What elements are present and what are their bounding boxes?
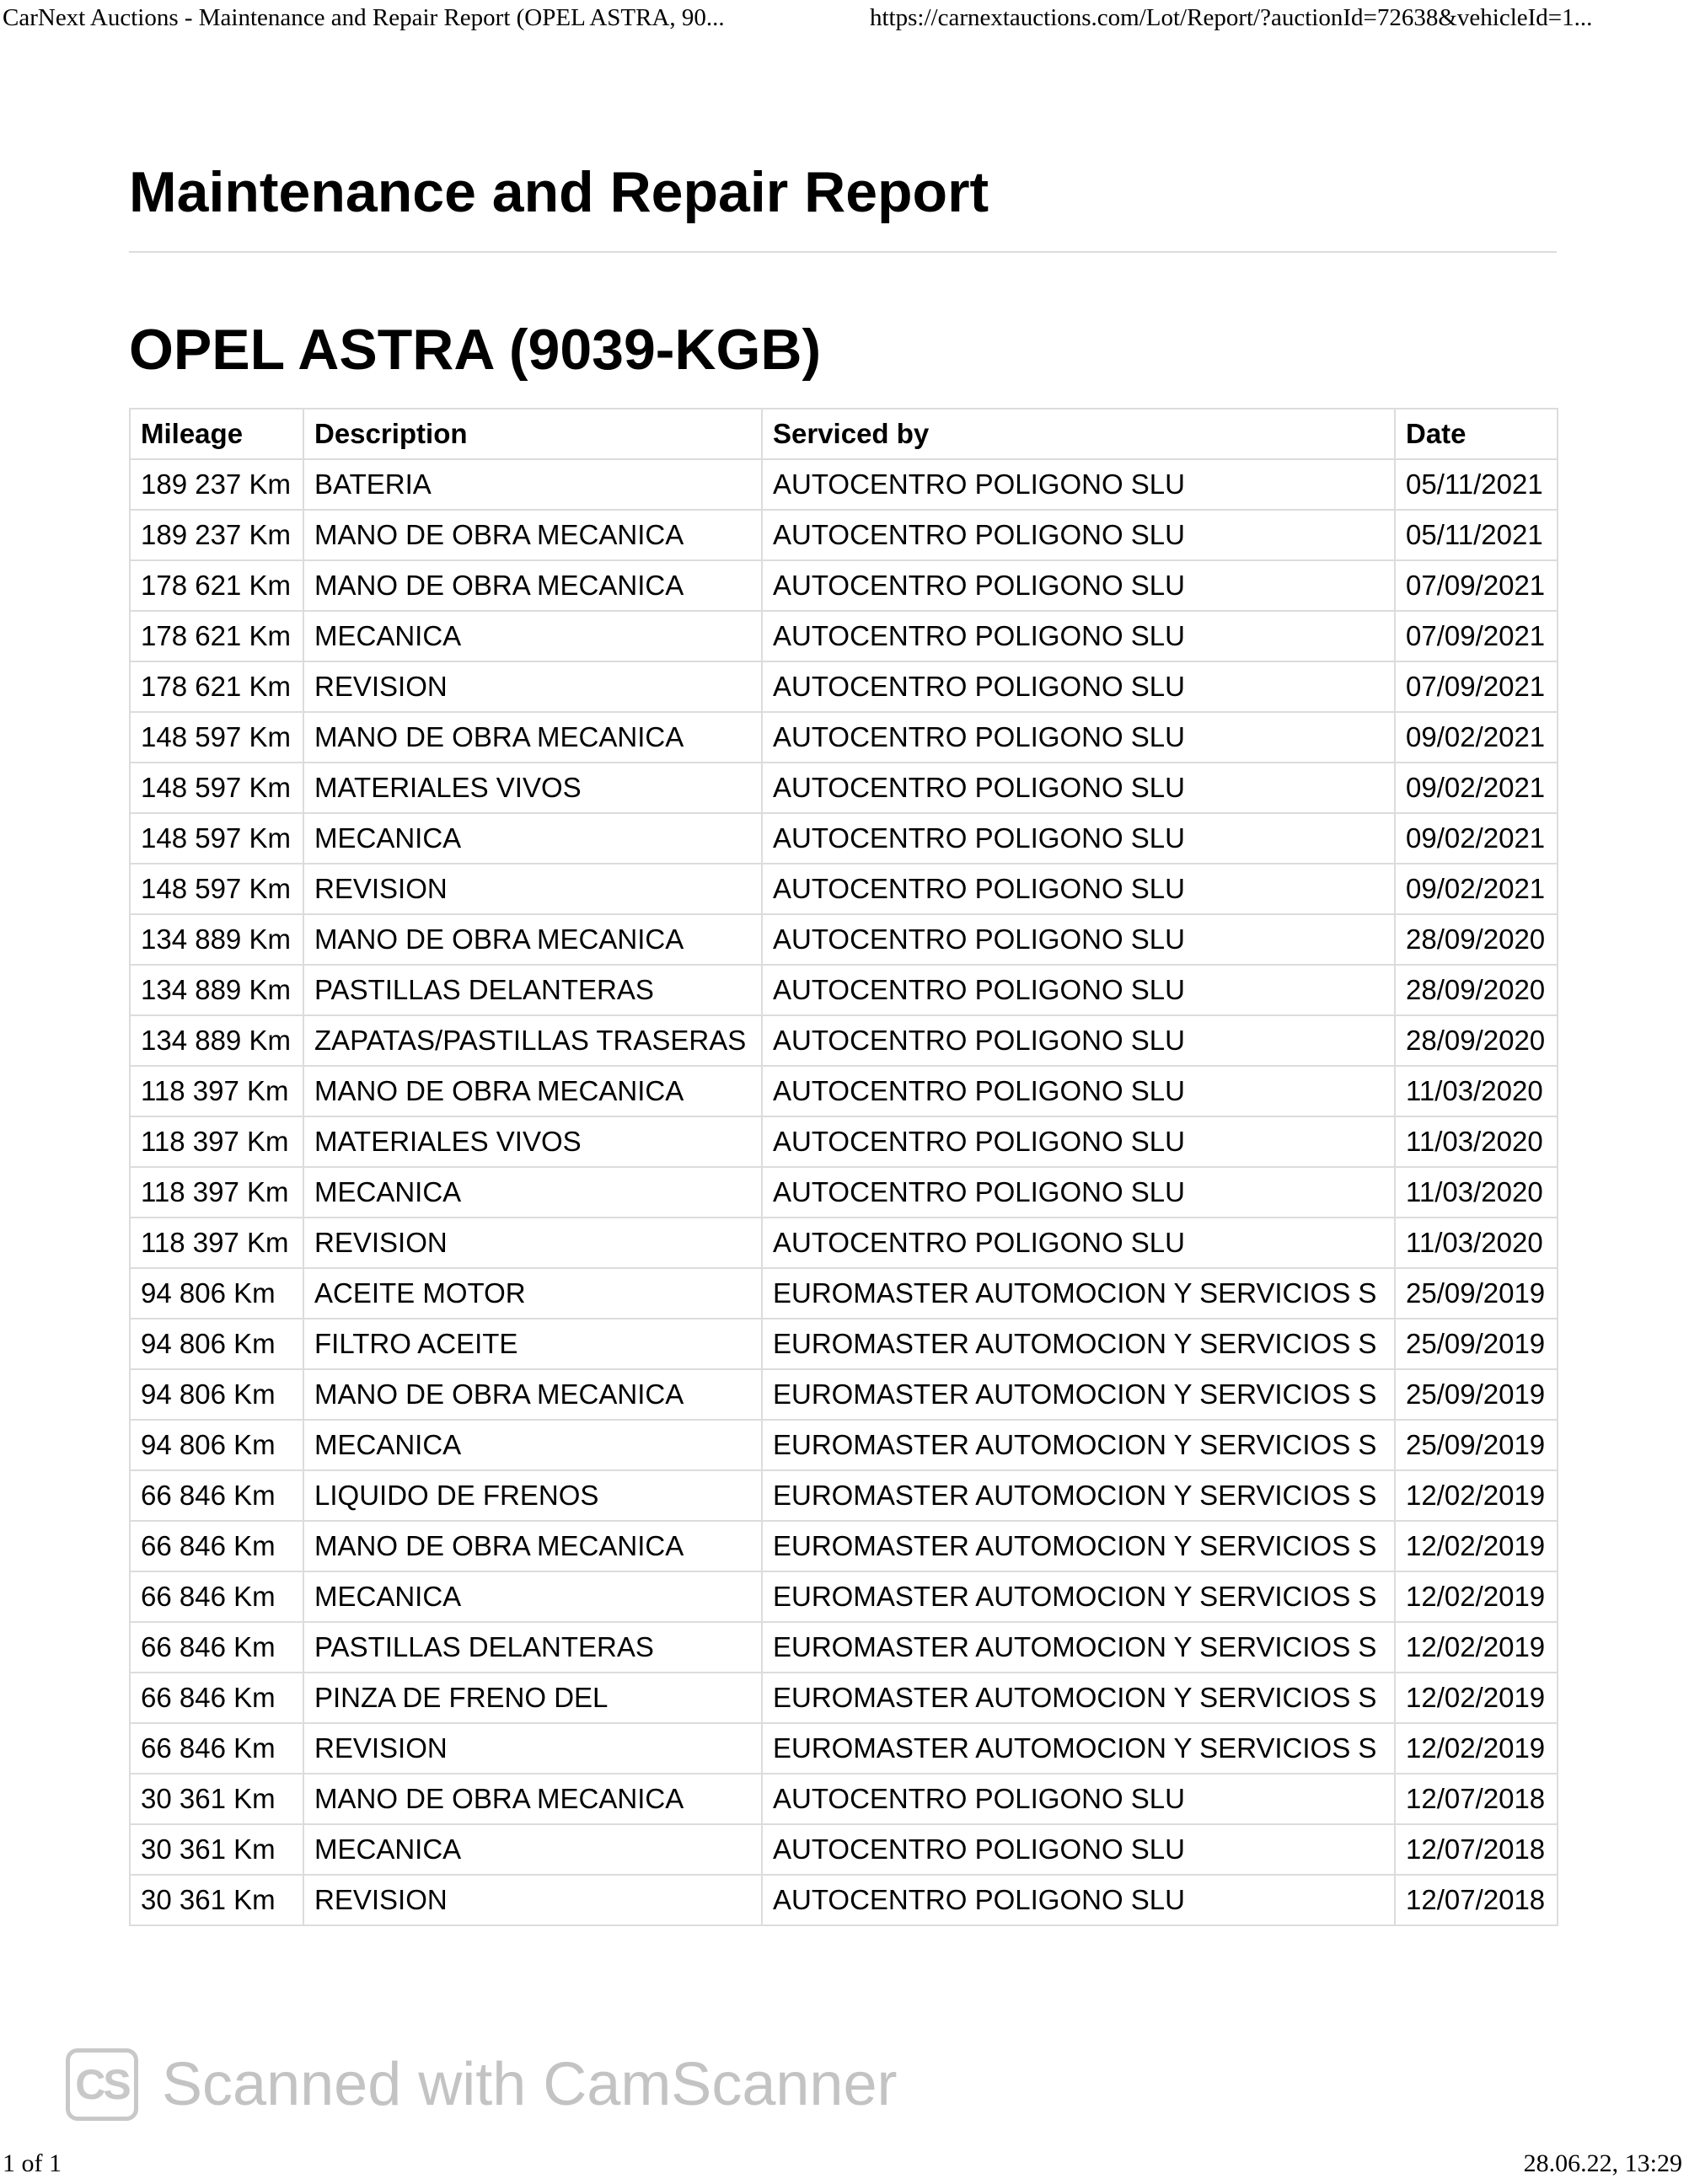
mileage-cell: 30 361 Km [130,1774,303,1824]
date-cell: 25/09/2019 [1395,1420,1558,1470]
mileage-cell: 66 846 Km [130,1723,303,1774]
serviced-by-cell: EUROMASTER AUTOMOCION Y SERVICIOS S [762,1268,1395,1319]
mileage-cell: 178 621 Km [130,661,303,712]
header-mileage: Mileage [130,409,303,459]
mileage-cell: 148 597 Km [130,813,303,864]
date-cell: 09/02/2021 [1395,712,1558,763]
date-cell: 12/07/2018 [1395,1774,1558,1824]
table-row [130,1420,1558,1470]
table-row [130,1268,1558,1319]
description-cell: ACEITE MOTOR [303,1268,762,1319]
date-cell: 11/03/2020 [1395,1066,1558,1116]
date-cell: 05/11/2021 [1395,510,1558,560]
table-row [130,1369,1558,1420]
table-row [130,1875,1558,1925]
description-cell: REVISION [303,661,762,712]
mileage-cell: 94 806 Km [130,1420,303,1470]
date-cell: 25/09/2019 [1395,1369,1558,1420]
mileage-cell: 118 397 Km [130,1066,303,1116]
mileage-cell: 189 237 Km [130,510,303,560]
mileage-cell: 178 621 Km [130,560,303,611]
print-footer [0,2147,1689,2184]
date-cell: 25/09/2019 [1395,1268,1558,1319]
serviced-by-cell: EUROMASTER AUTOMOCION Y SERVICIOS S [762,1673,1395,1723]
table-row [130,1521,1558,1571]
description-cell: REVISION [303,1218,762,1268]
serviced-by-cell: AUTOCENTRO POLIGONO SLU [762,1774,1395,1824]
serviced-by-cell: AUTOCENTRO POLIGONO SLU [762,712,1395,763]
description-cell: BATERIA [303,459,762,510]
table-row [130,611,1558,661]
table-row [130,864,1558,914]
date-cell: 12/07/2018 [1395,1824,1558,1875]
description-cell: PINZA DE FRENO DEL [303,1673,762,1723]
description-cell: MATERIALES VIVOS [303,1116,762,1167]
header-description: Description [303,409,762,459]
table-row [130,1218,1558,1268]
date-cell: 11/03/2020 [1395,1218,1558,1268]
description-cell: MANO DE OBRA MECANICA [303,1066,762,1116]
table-row [130,1066,1558,1116]
table-row [130,813,1558,864]
serviced-by-cell: EUROMASTER AUTOMOCION Y SERVICIOS S [762,1420,1395,1470]
date-cell: 07/09/2021 [1395,661,1558,712]
mileage-cell: 118 397 Km [130,1167,303,1218]
description-cell: MANO DE OBRA MECANICA [303,712,762,763]
serviced-by-cell: AUTOCENTRO POLIGONO SLU [762,1116,1395,1167]
mileage-cell: 118 397 Km [130,1116,303,1167]
date-cell: 11/03/2020 [1395,1116,1558,1167]
table-row [130,1571,1558,1622]
serviced-by-cell: EUROMASTER AUTOMOCION Y SERVICIOS S [762,1521,1395,1571]
mileage-cell: 134 889 Km [130,1015,303,1066]
serviced-by-cell: AUTOCENTRO POLIGONO SLU [762,813,1395,864]
date-cell: 25/09/2019 [1395,1319,1558,1369]
maintenance-table [129,408,1558,1926]
serviced-by-cell: AUTOCENTRO POLIGONO SLU [762,1824,1395,1875]
description-cell: MANO DE OBRA MECANICA [303,1521,762,1571]
mileage-cell: 30 361 Km [130,1875,303,1925]
date-cell: 07/09/2021 [1395,611,1558,661]
serviced-by-cell: AUTOCENTRO POLIGONO SLU [762,763,1395,813]
header-date: Date [1395,409,1558,459]
date-cell: 12/02/2019 [1395,1470,1558,1521]
description-cell: MECANICA [303,1571,762,1622]
mileage-cell: 30 361 Km [130,1824,303,1875]
description-cell: MATERIALES VIVOS [303,763,762,813]
description-cell: LIQUIDO DE FRENOS [303,1470,762,1521]
table-row [130,1673,1558,1723]
description-cell: MANO DE OBRA MECANICA [303,1774,762,1824]
watermark-text: Scanned with CamScanner [162,2051,898,2118]
description-cell: REVISION [303,1723,762,1774]
table-row [130,560,1558,611]
date-cell: 12/02/2019 [1395,1622,1558,1673]
date-cell: 07/09/2021 [1395,560,1558,611]
description-cell: PASTILLAS DELANTERAS [303,965,762,1015]
date-cell: 28/09/2020 [1395,965,1558,1015]
date-cell: 05/11/2021 [1395,459,1558,510]
mileage-cell: 148 597 Km [130,763,303,813]
description-cell: MANO DE OBRA MECANICA [303,914,762,965]
serviced-by-cell: AUTOCENTRO POLIGONO SLU [762,1167,1395,1218]
mileage-cell: 94 806 Km [130,1319,303,1369]
table-row [130,1723,1558,1774]
description-cell: REVISION [303,864,762,914]
table-header-row [130,409,1558,459]
table-row [130,763,1558,813]
table-row [130,1824,1558,1875]
print-datetime: 28.06.22, 13:29 [1523,2149,1682,2177]
table-row [130,1470,1558,1521]
description-cell: MECANICA [303,813,762,864]
serviced-by-cell: EUROMASTER AUTOMOCION Y SERVICIOS S [762,1369,1395,1420]
description-cell: PASTILLAS DELANTERAS [303,1622,762,1673]
date-cell: 11/03/2020 [1395,1167,1558,1218]
mileage-cell: 66 846 Km [130,1622,303,1673]
mileage-cell: 66 846 Km [130,1571,303,1622]
description-cell: MANO DE OBRA MECANICA [303,560,762,611]
table-row [130,510,1558,560]
description-cell: MECANICA [303,1420,762,1470]
title-divider [129,251,1557,253]
mileage-cell: 118 397 Km [130,1218,303,1268]
date-cell: 09/02/2021 [1395,813,1558,864]
mileage-cell: 94 806 Km [130,1268,303,1319]
date-cell: 12/02/2019 [1395,1571,1558,1622]
table-row [130,1015,1558,1066]
description-cell: MANO DE OBRA MECANICA [303,1369,762,1420]
mileage-cell: 66 846 Km [130,1673,303,1723]
table-row [130,712,1558,763]
serviced-by-cell: AUTOCENTRO POLIGONO SLU [762,965,1395,1015]
mileage-cell: 178 621 Km [130,611,303,661]
serviced-by-cell: EUROMASTER AUTOMOCION Y SERVICIOS S [762,1723,1395,1774]
serviced-by-cell: AUTOCENTRO POLIGONO SLU [762,560,1395,611]
serviced-by-cell: AUTOCENTRO POLIGONO SLU [762,1875,1395,1925]
table-row [130,1116,1558,1167]
page-number: 1 of 1 [3,2149,62,2177]
mileage-cell: 134 889 Km [130,965,303,1015]
serviced-by-cell: AUTOCENTRO POLIGONO SLU [762,661,1395,712]
serviced-by-cell: AUTOCENTRO POLIGONO SLU [762,1066,1395,1116]
mileage-cell: 66 846 Km [130,1521,303,1571]
mileage-cell: 94 806 Km [130,1369,303,1420]
serviced-by-cell: AUTOCENTRO POLIGONO SLU [762,864,1395,914]
description-cell: MECANICA [303,1824,762,1875]
date-cell: 09/02/2021 [1395,864,1558,914]
table-row [130,914,1558,965]
table-row [130,965,1558,1015]
camscanner-watermark [66,2046,897,2123]
table-body [130,459,1558,1925]
serviced-by-cell: AUTOCENTRO POLIGONO SLU [762,510,1395,560]
print-header [0,0,1689,40]
mileage-cell: 134 889 Km [130,914,303,965]
print-page-title: CarNext Auctions - Maintenance and Repair Report (OPEL ASTRA, 90... [3,4,725,31]
report-title: Maintenance and Repair Report [129,160,989,224]
date-cell: 12/02/2019 [1395,1673,1558,1723]
camscanner-logo-icon: CS [66,2048,138,2121]
description-cell: REVISION [303,1875,762,1925]
serviced-by-cell: EUROMASTER AUTOMOCION Y SERVICIOS S [762,1319,1395,1369]
mileage-cell: 148 597 Km [130,864,303,914]
table-row [130,1622,1558,1673]
date-cell: 28/09/2020 [1395,1015,1558,1066]
mileage-cell: 189 237 Km [130,459,303,510]
date-cell: 12/02/2019 [1395,1723,1558,1774]
mileage-cell: 66 846 Km [130,1470,303,1521]
serviced-by-cell: AUTOCENTRO POLIGONO SLU [762,914,1395,965]
table-row [130,1167,1558,1218]
serviced-by-cell: EUROMASTER AUTOMOCION Y SERVICIOS S [762,1622,1395,1673]
serviced-by-cell: EUROMASTER AUTOMOCION Y SERVICIOS S [762,1571,1395,1622]
serviced-by-cell: AUTOCENTRO POLIGONO SLU [762,1015,1395,1066]
table-row [130,1319,1558,1369]
date-cell: 12/02/2019 [1395,1521,1558,1571]
header-serviced-by: Serviced by [762,409,1395,459]
description-cell: MECANICA [303,611,762,661]
table-row [130,459,1558,510]
table-row [130,1774,1558,1824]
mileage-cell: 148 597 Km [130,712,303,763]
serviced-by-cell: EUROMASTER AUTOMOCION Y SERVICIOS S [762,1470,1395,1521]
serviced-by-cell: AUTOCENTRO POLIGONO SLU [762,611,1395,661]
serviced-by-cell: AUTOCENTRO POLIGONO SLU [762,459,1395,510]
description-cell: FILTRO ACEITE [303,1319,762,1369]
description-cell: ZAPATAS/PASTILLAS TRASERAS [303,1015,762,1066]
vehicle-title: OPEL ASTRA (9039-KGB) [129,318,822,382]
description-cell: MANO DE OBRA MECANICA [303,510,762,560]
serviced-by-cell: AUTOCENTRO POLIGONO SLU [762,1218,1395,1268]
table-row [130,661,1558,712]
date-cell: 28/09/2020 [1395,914,1558,965]
date-cell: 09/02/2021 [1395,763,1558,813]
description-cell: MECANICA [303,1167,762,1218]
print-page-url: https://carnextauctions.com/Lot/Report/?auctionId=72638&vehicleId=1... [870,4,1593,31]
date-cell: 12/07/2018 [1395,1875,1558,1925]
